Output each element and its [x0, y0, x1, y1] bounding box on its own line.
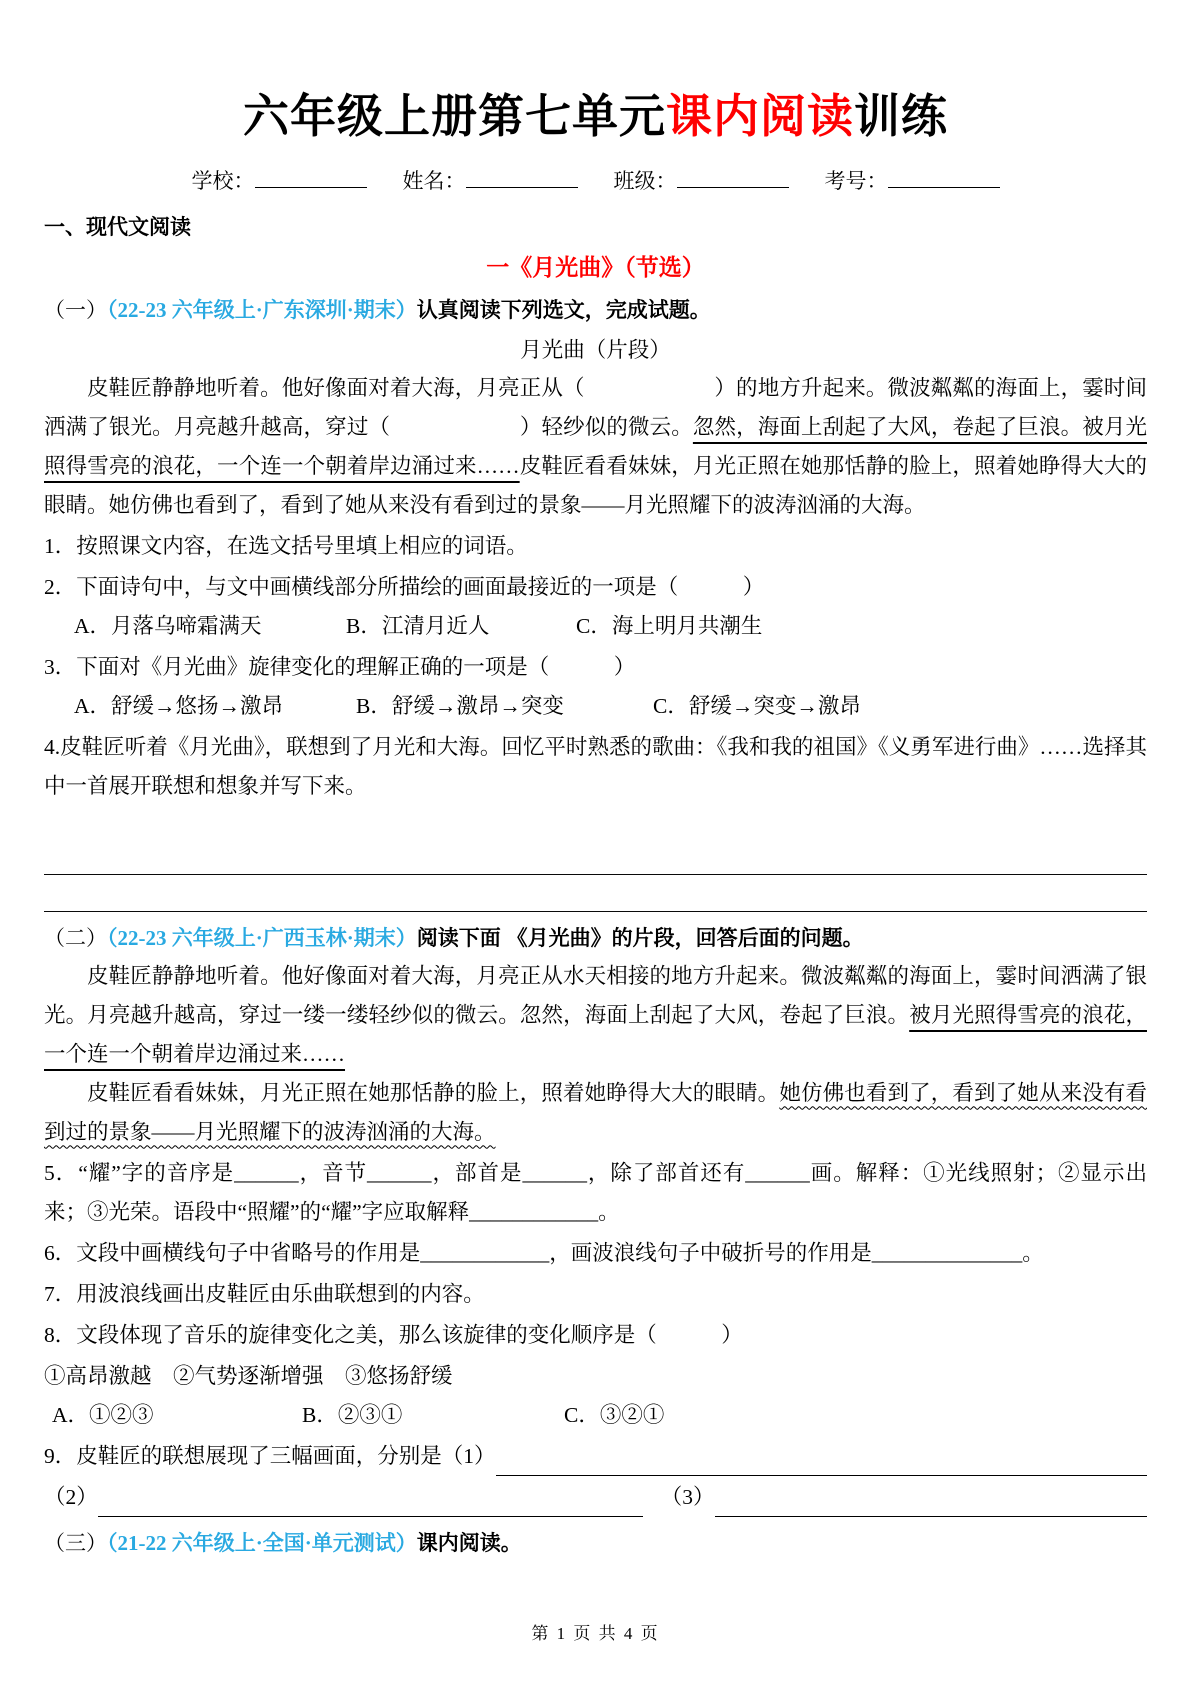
- class-field: [614, 166, 789, 196]
- title-part-black2: 训练: [854, 91, 948, 142]
- question-2-option-a: A．月落乌啼霜满天: [74, 613, 262, 638]
- part1-intro: [44, 292, 1147, 329]
- section-heading: 一、现代文阅读: [44, 215, 191, 239]
- name-label: 姓名：: [402, 168, 466, 193]
- answer-line-1: [44, 838, 1147, 875]
- question-3-options: [44, 687, 1147, 726]
- part2-passage-paragraph-1: [44, 957, 1147, 1074]
- question-9-line-2: [44, 1478, 1147, 1517]
- part3-source-tag: （21-22 六年级上·全国·单元测试）: [107, 1530, 417, 1555]
- part2-passage-paragraph-2: [44, 1074, 1147, 1152]
- exam-no-label: 考号：: [824, 168, 888, 193]
- school-label: 学校：: [191, 168, 255, 193]
- part1-instruction: 认真阅读下列选文，完成试题。: [416, 298, 711, 322]
- part3-intro: [44, 1525, 1147, 1562]
- part1-passage-title: 月光曲（片段）: [520, 337, 671, 362]
- name-blank-line: [466, 167, 578, 188]
- question-8-option-a: A．①②③: [52, 1402, 154, 1427]
- question-8: 8．文段体现了音乐的旋律变化之美，那么该旋律的变化顺序是（ ）: [44, 1322, 743, 1347]
- question-9-lead: 9．皮鞋匠的联想展现了三幅画面，分别是（1）: [44, 1443, 496, 1468]
- school-blank-line: [255, 167, 367, 188]
- name-field: [403, 166, 578, 196]
- title-part-red: 课内阅读: [666, 91, 854, 142]
- student-info-line: [44, 166, 1147, 196]
- page-title: [44, 0, 1147, 146]
- school-field: [192, 166, 367, 196]
- part2-source-tag: （22-23 六年级上·广西玉林·期末）: [107, 925, 417, 950]
- question-8-option-b: B．②③①: [302, 1402, 403, 1427]
- question-2: 2．下面诗句中，与文中画横线部分所描绘的画面最接近的一项是（ ）: [44, 574, 765, 599]
- question-9-blank-1: [496, 1445, 1147, 1476]
- part3-instruction: 课内阅读。: [416, 1531, 522, 1555]
- question-9-item2-label: （2）: [44, 1484, 98, 1509]
- part1-source-tag: （22-23 六年级上·广东深圳·期末）: [107, 297, 417, 322]
- part2-number: （二）: [44, 925, 107, 950]
- class-blank-line: [677, 167, 789, 188]
- question-8-items: ①高昂激越 ②气势逐渐增强 ③悠扬舒缓: [44, 1363, 453, 1388]
- answer-line-2: [44, 875, 1147, 912]
- question-9-line-1: [44, 1437, 1147, 1476]
- question-6: 6．文段中画横线句子中省略号的作用是____________，画波浪线句子中破折号的作用是______________。: [44, 1240, 1044, 1265]
- question-3-option-c: C．舒缓→突变→激昂: [653, 693, 861, 718]
- lesson-subtitle: 一《月光曲》（节选）: [486, 253, 705, 280]
- part2-para1-underlined: 被月光照得雪亮的浪花，一个连一个朝着岸边涌过来……: [44, 1002, 1147, 1066]
- question-9-blank-2: [98, 1486, 643, 1517]
- question-7: 7．用波浪线画出皮鞋匠由乐曲联想到的内容。: [44, 1281, 485, 1306]
- question-2-option-c: C．海上明月共潮生: [576, 613, 763, 638]
- part1-passage-underlined: 忽然，海面上刮起了大风，卷起了巨浪。被月光照得雪亮的浪花，一个连一个朝着岸边涌过来……: [44, 414, 1147, 478]
- part2-para2-plain: 皮鞋匠看看妹妹，月光正照在她那恬静的脸上，照着她睁得大大的眼睛。: [87, 1080, 780, 1105]
- question-3: 3．下面对《月光曲》旋律变化的理解正确的一项是（ ）: [44, 654, 636, 679]
- title-part-black1: 六年级上册第七单元: [243, 91, 666, 142]
- question-2-options: [44, 607, 1147, 646]
- question-5: 5．“耀”字的音序是______，音节______，部首是______，除了部首还有______画。解释：①光线照射；②显示出来；③光荣。语段中“照耀”的“耀”字应取解释____________。: [44, 1160, 1147, 1224]
- part2-para2-wavy-underlined: 她仿佛也看到了，看到了她从来没有看到过的景象——月光照耀下的波涛汹涌的大海。: [44, 1080, 1147, 1144]
- part2-para1-plain: 皮鞋匠静静地听着。他好像面对着大海，月亮正从水天相接的地方升起来。微波粼粼的海面上，霎时间洒满了银光。月亮越升越高，穿过一缕一缕轻纱似的微云。忽然，海面上刮起了大风，卷起了巨浪。: [44, 963, 1147, 1027]
- question-9-item3-label: （3）: [660, 1484, 715, 1509]
- exam-no-blank-line: [888, 167, 1000, 188]
- part1-passage: [44, 369, 1147, 525]
- question-3-option-a: A．舒缓→悠扬→激昂: [74, 693, 284, 718]
- part2-instruction: 阅读下面 《月光曲》的片段，回答后面的问题。: [416, 926, 864, 950]
- page-footer: 第 1 页 共 4 页: [531, 1624, 660, 1643]
- question-1: 1．按照课文内容，在选文括号里填上相应的词语。: [44, 533, 528, 558]
- question-3-option-b: B．舒缓→激昂→突变: [356, 693, 564, 718]
- exam-no-field: [825, 166, 1000, 196]
- part2-intro: [44, 920, 1147, 957]
- question-2-option-b: B．江清月近人: [346, 613, 490, 638]
- question-4: 4.皮鞋匠听着《月光曲》，联想到了月光和大海。回忆平时熟悉的歌曲：《我和我的祖国》《义勇军进行曲》……选择其中一首展开联想和想象并写下来。: [44, 734, 1147, 798]
- question-8-options: [44, 1396, 1147, 1435]
- part3-number: （三）: [44, 1530, 107, 1555]
- part1-passage-plain2: 皮鞋匠看看妹妹，月光正照在她那恬静的脸上，照着她睁得大大的眼睛。她仿佛也看到了，看到了她从来没有看到过的景象——月光照耀下的波涛汹涌的大海。: [44, 453, 1147, 517]
- part1-passage-plain1: 皮鞋匠静静地听着。他好像面对着大海，月亮正从（ ）的地方升起来。微波粼粼的海面上，霎时间洒满了银光。月亮越升越高，穿过（ ）轻纱似的微云。: [44, 375, 1147, 439]
- question-9-blank-3: [715, 1486, 1147, 1517]
- question-4-answer-area: [44, 838, 1147, 912]
- part1-number: （一）: [44, 297, 107, 322]
- question-8-option-c: C．③②①: [564, 1402, 665, 1427]
- class-label: 班级：: [613, 168, 677, 193]
